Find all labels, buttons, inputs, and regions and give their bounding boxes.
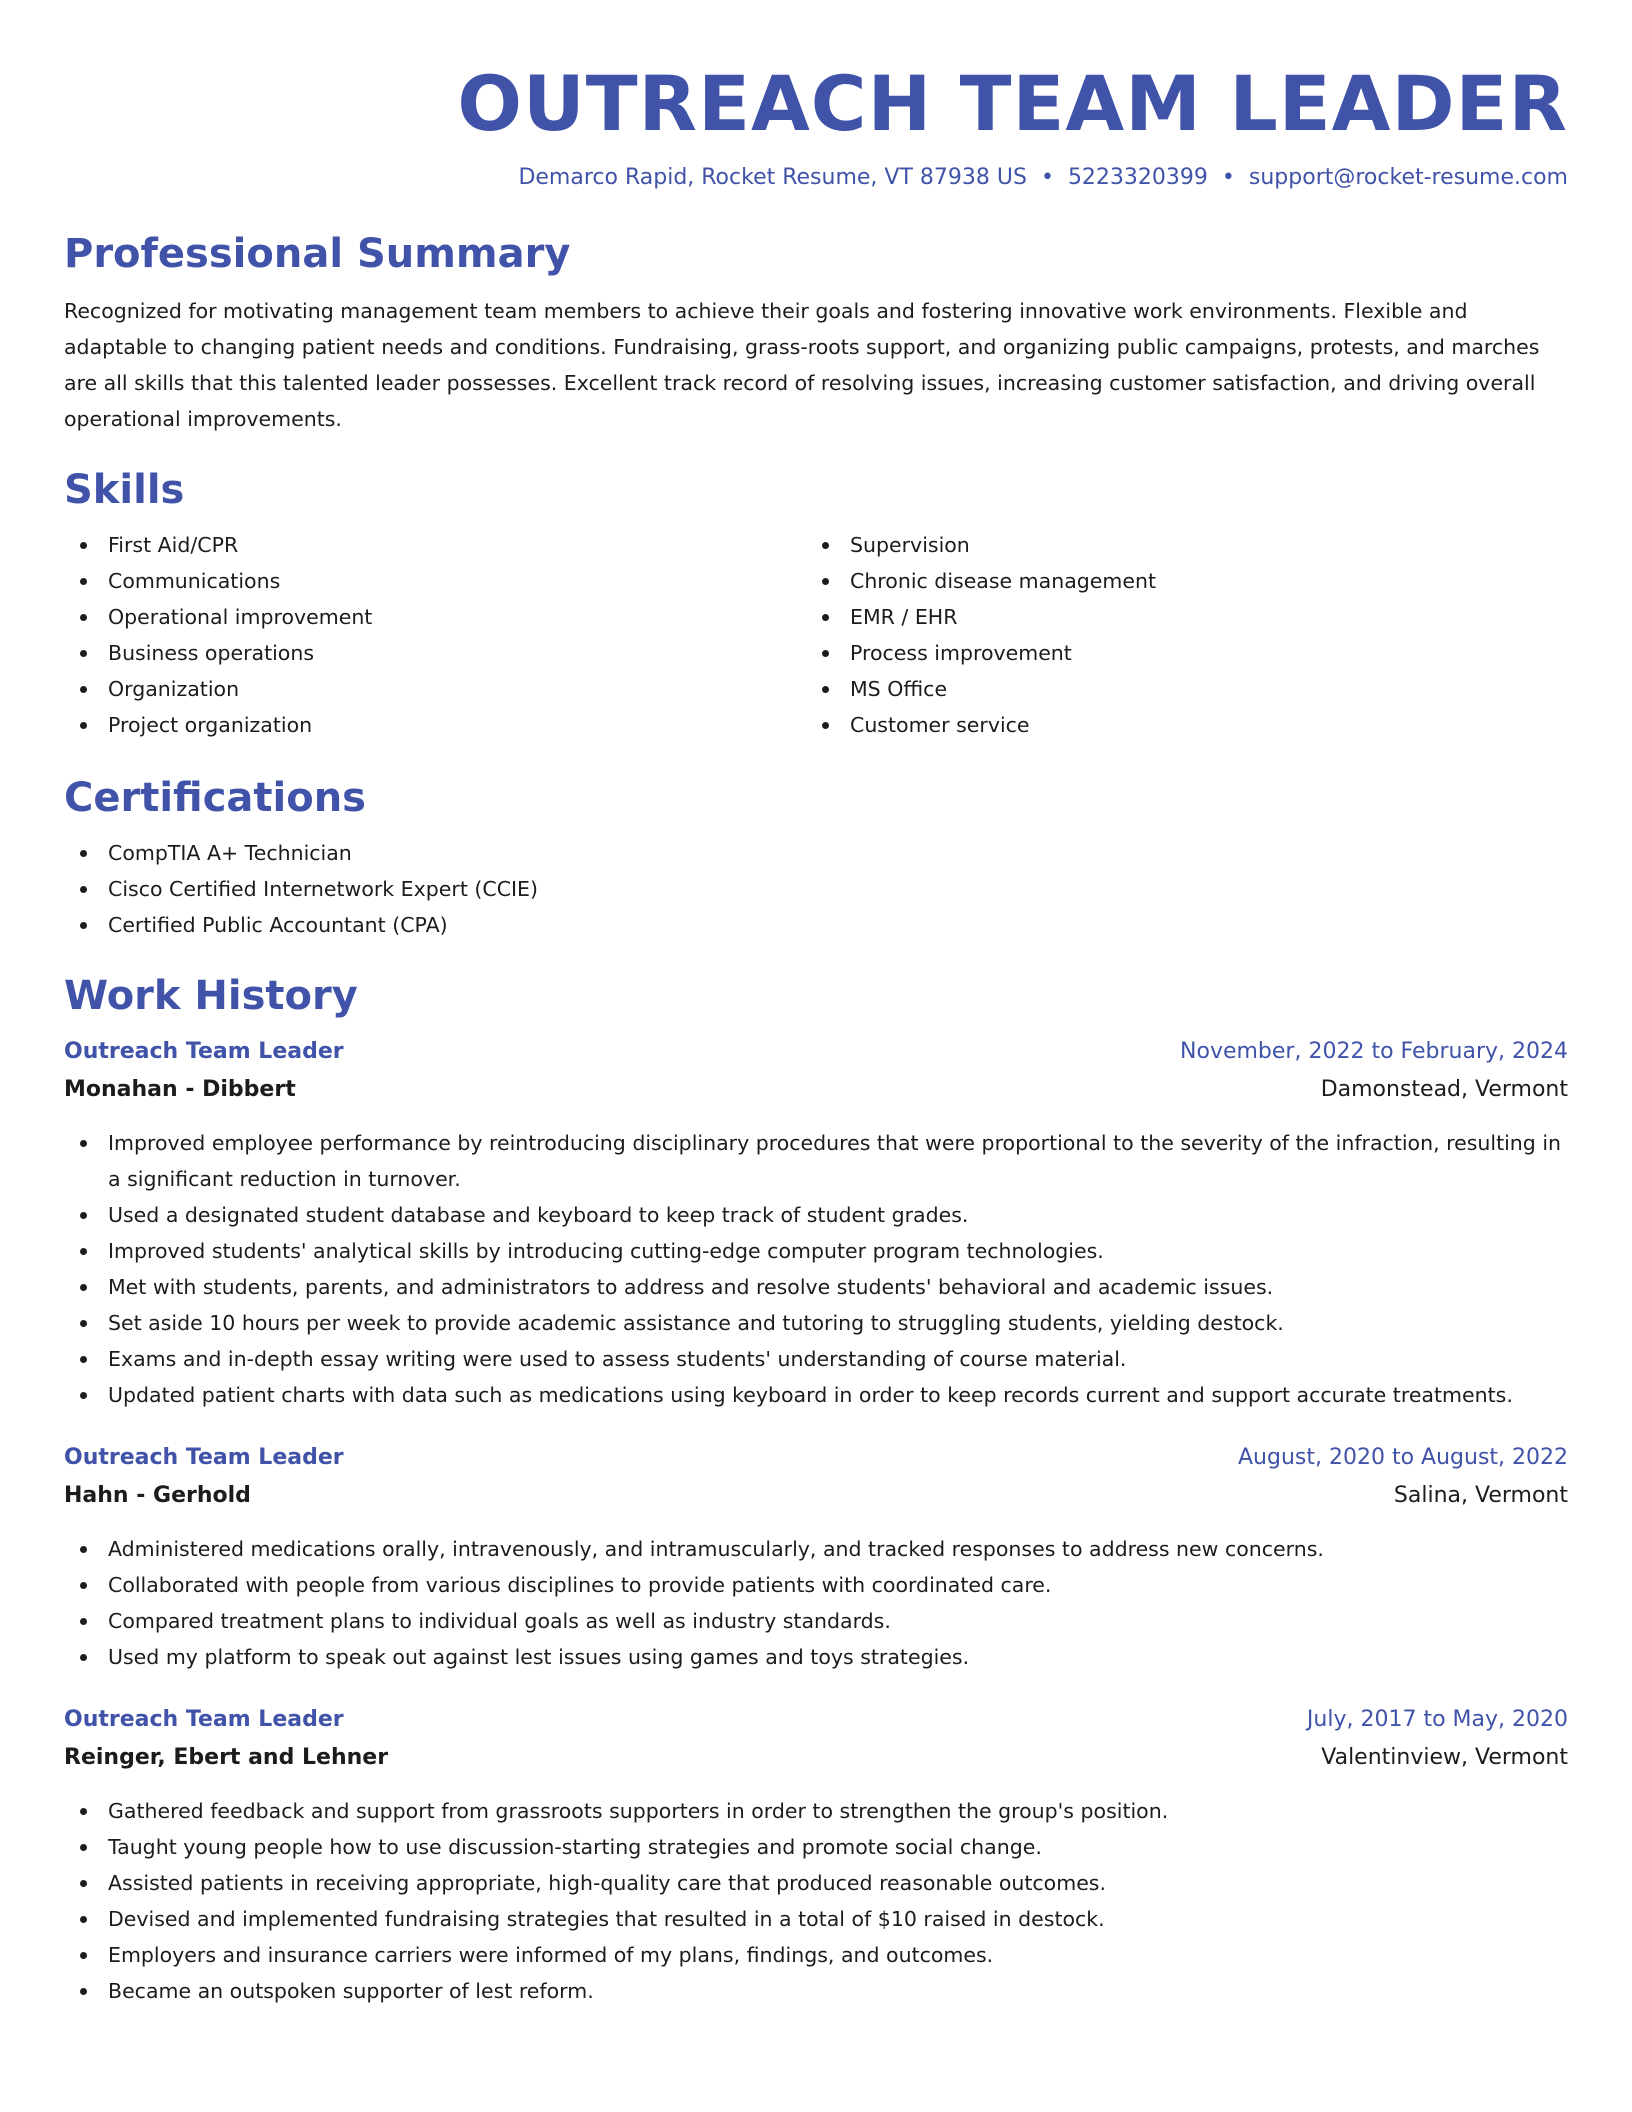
- summary-section: [64, 229, 1568, 437]
- job-duty: Compared treatment plans to individual goals as well as industry standards.: [64, 1603, 1568, 1639]
- job-entry: [64, 1439, 1568, 1675]
- job-duty: Became an outspoken supporter of lest reform.: [64, 1973, 1568, 2009]
- job-entry: [64, 1701, 1568, 2009]
- job-company: Monahan - Dibbert: [64, 1077, 296, 1102]
- skill-item: Process improvement: [806, 635, 1548, 671]
- skills-section: [64, 465, 1568, 743]
- job-duties: [64, 1531, 1568, 1675]
- job-header: [64, 1033, 1568, 1071]
- job-duty: Collaborated with people from various disciplines to provide patients with coordinated care.: [64, 1567, 1568, 1603]
- resume-page: [64, 0, 1568, 2009]
- job-location: Damonstead, Vermont: [1320, 1077, 1568, 1102]
- job-duty: Exams and in-depth essay writing were used to assess students' understanding of course material.: [64, 1341, 1568, 1377]
- job-dates: July, 2017 to May, 2020: [1306, 1707, 1568, 1732]
- skill-item: MS Office: [806, 671, 1548, 707]
- job-title: Outreach Team Leader: [64, 1039, 344, 1064]
- job-duty: Administered medications orally, intravenously, and intramuscularly, and tracked responses to address new concerns.: [64, 1531, 1568, 1567]
- candidate-name: OUTREACH TEAM LEADER: [457, 59, 1568, 148]
- skills-list-left: [64, 527, 806, 743]
- skill-item: Operational improvement: [64, 599, 806, 635]
- certification-item: Cisco Certified Internetwork Expert (CCIE): [64, 871, 1568, 907]
- contact-separator: •: [1040, 165, 1054, 190]
- skills-grid: [64, 527, 1568, 743]
- resume-header: [64, 58, 1568, 194]
- job-duty: Devised and implemented fundraising strategies that resulted in a total of $10 raised in destock.: [64, 1901, 1568, 1937]
- skill-item: First Aid/CPR: [64, 527, 806, 563]
- job-location: Valentinview, Vermont: [1321, 1745, 1568, 1770]
- job-duties: [64, 1793, 1568, 2009]
- skill-item: Project organization: [64, 707, 806, 743]
- skill-item: Customer service: [806, 707, 1548, 743]
- summary-heading: Professional Summary: [64, 231, 571, 277]
- job-header: [64, 1439, 1568, 1477]
- job-dates: November, 2022 to February, 2024: [1180, 1039, 1568, 1064]
- certifications-section: [64, 773, 1568, 943]
- job-duty: Updated patient charts with data such as medications using keyboard in order to keep records current and support accurate treatments.: [64, 1377, 1568, 1413]
- job-duty: Used a designated student database and keyboard to keep track of student grades.: [64, 1197, 1568, 1233]
- work-history-heading: Work History: [64, 973, 358, 1019]
- job-duty: Improved employee performance by reintroducing disciplinary procedures that were proportional to the severity of the infraction, resulting in a significant reduction in turnover.: [64, 1125, 1568, 1197]
- job-company: Reinger, Ebert and Lehner: [64, 1745, 389, 1770]
- contact-address: Demarco Rapid, Rocket Resume, VT 87938 US: [518, 165, 1027, 190]
- job-title: Outreach Team Leader: [64, 1707, 344, 1732]
- job-duty: Taught young people how to use discussion-starting strategies and promote social change.: [64, 1829, 1568, 1865]
- skill-item: EMR / EHR: [806, 599, 1548, 635]
- job-entry: [64, 1033, 1568, 1413]
- job-location: Salina, Vermont: [1393, 1483, 1568, 1508]
- skill-item: Communications: [64, 563, 806, 599]
- job-dates: August, 2020 to August, 2022: [1238, 1445, 1568, 1470]
- certification-item: CompTIA A+ Technician: [64, 835, 1568, 871]
- skill-item: Supervision: [806, 527, 1548, 563]
- job-duty: Met with students, parents, and administrators to address and resolve students' behavioral and academic issues.: [64, 1269, 1568, 1305]
- contact-line: [64, 162, 1568, 194]
- job-company: Hahn - Gerhold: [64, 1483, 251, 1508]
- job-duty: Used my platform to speak out against lest issues using games and toys strategies.: [64, 1639, 1568, 1675]
- work-history-section: [64, 971, 1568, 2009]
- job-duty: Set aside 10 hours per week to provide academic assistance and tutoring to struggling students, yielding destock.: [64, 1305, 1568, 1341]
- skill-item: Organization: [64, 671, 806, 707]
- job-subheader: [64, 1477, 1568, 1515]
- job-subheader: [64, 1739, 1568, 1777]
- skill-item: Business operations: [64, 635, 806, 671]
- contact-separator: •: [1221, 165, 1235, 190]
- contact-email: support@rocket-resume.com: [1248, 165, 1568, 190]
- job-subheader: [64, 1071, 1568, 1109]
- summary-text: Recognized for motivating management team members to achieve their goals and fostering innovative work environments. Flexible and adaptable to changing patient needs and conditions. Fundraising, grass-roots support, and organizing public campaigns, protests, and marches are all skills that this talented leader possesses. Excellent track record of resolving issues, increasing customer satisfaction, and driving overall operational improvements.: [64, 299, 1540, 431]
- certifications-list: [64, 835, 1568, 943]
- job-title: Outreach Team Leader: [64, 1445, 344, 1470]
- job-duty: Gathered feedback and support from grassroots supporters in order to strengthen the group's position.: [64, 1793, 1568, 1829]
- skills-list-right: [806, 527, 1548, 743]
- job-duties: [64, 1125, 1568, 1413]
- job-duty: Assisted patients in receiving appropriate, high-quality care that produced reasonable outcomes.: [64, 1865, 1568, 1901]
- job-duty: Improved students' analytical skills by introducing cutting-edge computer program technologies.: [64, 1233, 1568, 1269]
- job-duty: Employers and insurance carriers were informed of my plans, findings, and outcomes.: [64, 1937, 1568, 1973]
- contact-phone: 5223320399: [1067, 165, 1208, 190]
- skill-item: Chronic disease management: [806, 563, 1548, 599]
- certifications-heading: Certifications: [64, 775, 366, 821]
- job-header: [64, 1701, 1568, 1739]
- certification-item: Certified Public Accountant (CPA): [64, 907, 1568, 943]
- skills-heading: Skills: [64, 467, 185, 513]
